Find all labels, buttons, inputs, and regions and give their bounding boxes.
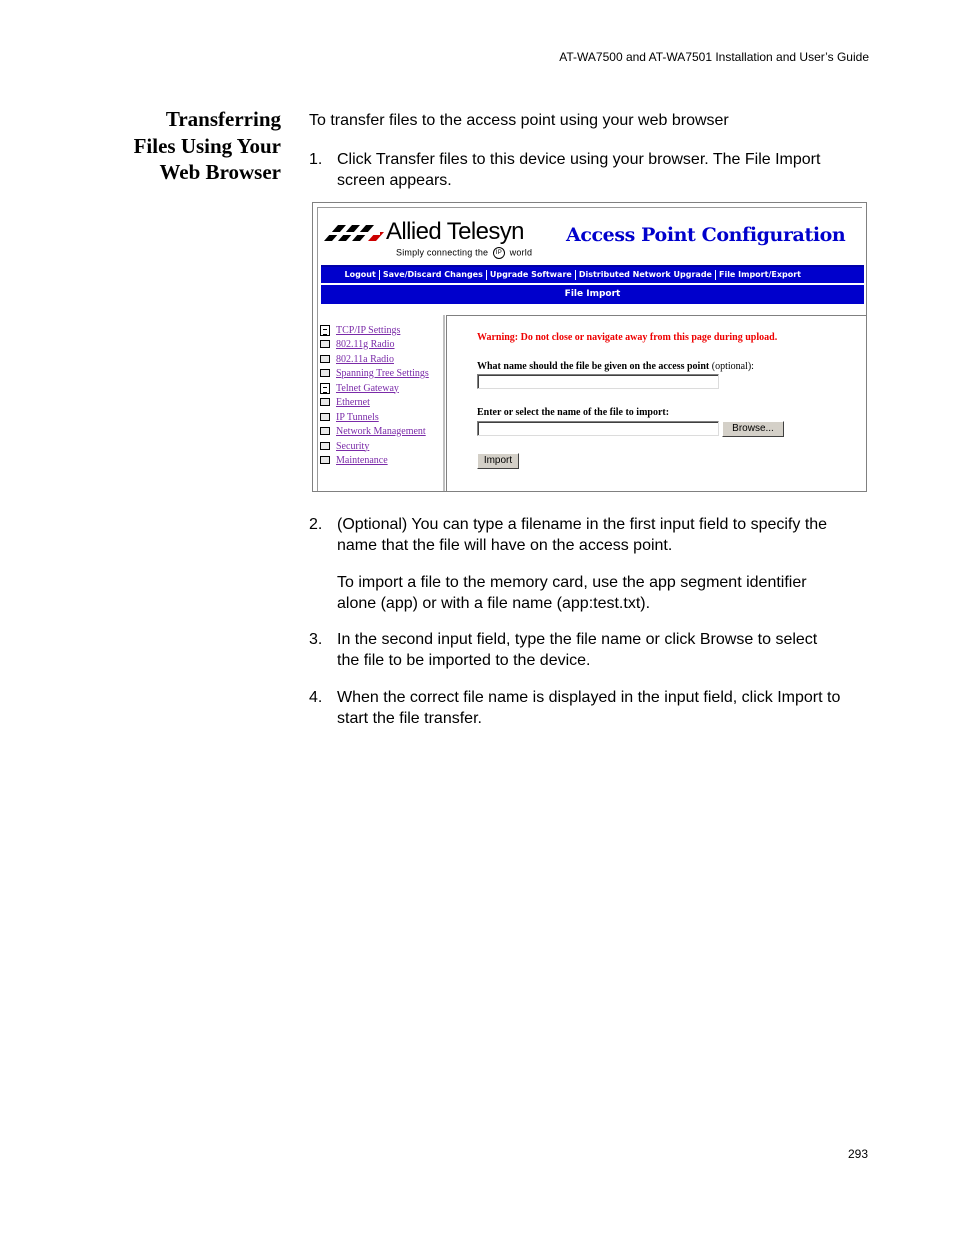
step-2 bbox=[309, 515, 869, 556]
step-text: In the second input field, type the file name or click Browse to select the file to be imported to the device. bbox=[337, 631, 818, 669]
app-title: Access Point Configuration bbox=[566, 224, 846, 246]
sidebar-item-80211a[interactable] bbox=[320, 352, 394, 366]
step-number: 1. bbox=[309, 151, 323, 168]
sidebar-item-label[interactable]: 802.11a Radio bbox=[336, 353, 394, 365]
step-number: 4. bbox=[309, 689, 323, 706]
sidebar-item-label[interactable]: Network Management bbox=[336, 425, 426, 437]
section-title-line: Files Using Your bbox=[133, 133, 281, 158]
step-text: (Optional) You can type a filename in the first input field to specify the name that the file will have on the access point. bbox=[337, 516, 828, 554]
sidebar-item-label[interactable]: Telnet Gateway bbox=[336, 382, 399, 394]
page-icon bbox=[320, 383, 330, 394]
sidebar-menu bbox=[318, 315, 445, 492]
step-text: When the correct file name is displayed in the input field, click Import to start the file transfer. bbox=[337, 689, 841, 727]
intro-paragraph: To transfer files to the access point using your web browser bbox=[309, 112, 729, 129]
file-import-screenshot bbox=[312, 202, 867, 492]
page-number: 293 bbox=[847, 1147, 868, 1161]
nav-save-discard[interactable]: Save/Discard Changes bbox=[380, 270, 487, 280]
file-field-label: Enter or select the name of the file to import: bbox=[477, 407, 670, 418]
allied-telesyn-logo-icon bbox=[324, 224, 384, 242]
allied-telesyn-logo bbox=[324, 220, 554, 264]
folder-icon bbox=[320, 413, 330, 421]
running-header: AT-WA7500 and AT-WA7501 Installation and User’s Guide bbox=[559, 50, 869, 64]
sidebar-item-80211g[interactable] bbox=[320, 337, 395, 351]
logo-wordmark: Allied Telesyn bbox=[386, 218, 524, 245]
sidebar-item-label[interactable]: IP Tunnels bbox=[336, 411, 379, 423]
browser-page bbox=[317, 207, 862, 491]
step-text: Click Transfer files to this device using your browser. The File Import screen appears. bbox=[337, 151, 821, 189]
import-button[interactable]: Import bbox=[477, 453, 519, 469]
sidebar-item-maintenance[interactable] bbox=[320, 453, 388, 467]
top-nav-bar bbox=[321, 265, 864, 283]
step-1 bbox=[309, 150, 869, 191]
sidebar-item-tcpip[interactable] bbox=[320, 323, 400, 337]
logo-tagline: Simply connecting the IP world bbox=[396, 247, 533, 258]
step-number: 3. bbox=[309, 631, 323, 648]
step-number: 2. bbox=[309, 516, 323, 533]
step-text: To import a file to the memory card, use the app segment identifier alone (app) or with a file name (app:test.txt). bbox=[337, 574, 807, 612]
sidebar-item-label[interactable]: 802.11g Radio bbox=[336, 338, 395, 350]
sidebar-item-ip-tunnels[interactable] bbox=[320, 410, 379, 424]
folder-icon bbox=[320, 456, 330, 464]
source-file-input[interactable] bbox=[477, 421, 719, 436]
folder-icon bbox=[320, 442, 330, 450]
folder-icon bbox=[320, 369, 330, 377]
ip-globe-icon: IP bbox=[493, 247, 505, 259]
sidebar-item-label[interactable]: TCP/IP Settings bbox=[336, 324, 401, 336]
sidebar-item-label[interactable]: Security bbox=[336, 440, 370, 452]
section-title-line: Transferring bbox=[165, 107, 281, 131]
sidebar-item-label[interactable]: Ethernet bbox=[336, 396, 370, 408]
step-3 bbox=[309, 630, 869, 671]
sidebar-item-label[interactable]: Maintenance bbox=[336, 454, 388, 466]
step-4 bbox=[309, 688, 869, 729]
folder-icon bbox=[320, 340, 330, 348]
sidebar-item-label[interactable]: Spanning Tree Settings bbox=[336, 367, 429, 379]
upload-warning: Warning: Do not close or navigate away from this page during upload. bbox=[477, 332, 778, 343]
step-2-note bbox=[309, 573, 869, 614]
folder-icon bbox=[320, 427, 330, 435]
page-icon bbox=[320, 325, 330, 336]
sidebar-item-telnet[interactable] bbox=[320, 381, 399, 395]
section-title-line: Web Browser bbox=[159, 160, 281, 184]
sidebar-item-spanning-tree[interactable] bbox=[320, 366, 429, 380]
folder-icon bbox=[320, 398, 330, 406]
nav-upgrade-software[interactable]: Upgrade Software bbox=[487, 270, 576, 280]
target-filename-input[interactable] bbox=[477, 374, 719, 389]
browse-button[interactable]: Browse... bbox=[722, 421, 784, 437]
nav-distributed-upgrade[interactable]: Distributed Network Upgrade bbox=[576, 270, 716, 280]
sidebar-item-security[interactable] bbox=[320, 439, 369, 453]
name-field-label: What name should the file be given on the access point (optional): bbox=[477, 361, 754, 372]
sidebar-item-network-mgmt[interactable] bbox=[320, 424, 426, 438]
sidebar-item-ethernet[interactable] bbox=[320, 395, 370, 409]
nav-logout[interactable]: Logout bbox=[341, 270, 379, 280]
nav-file-import-export[interactable]: File Import/Export bbox=[718, 270, 801, 279]
folder-icon bbox=[320, 355, 330, 363]
file-import-form bbox=[446, 315, 867, 492]
page-subtitle-bar: File Import bbox=[321, 285, 864, 304]
section-title bbox=[100, 106, 281, 186]
